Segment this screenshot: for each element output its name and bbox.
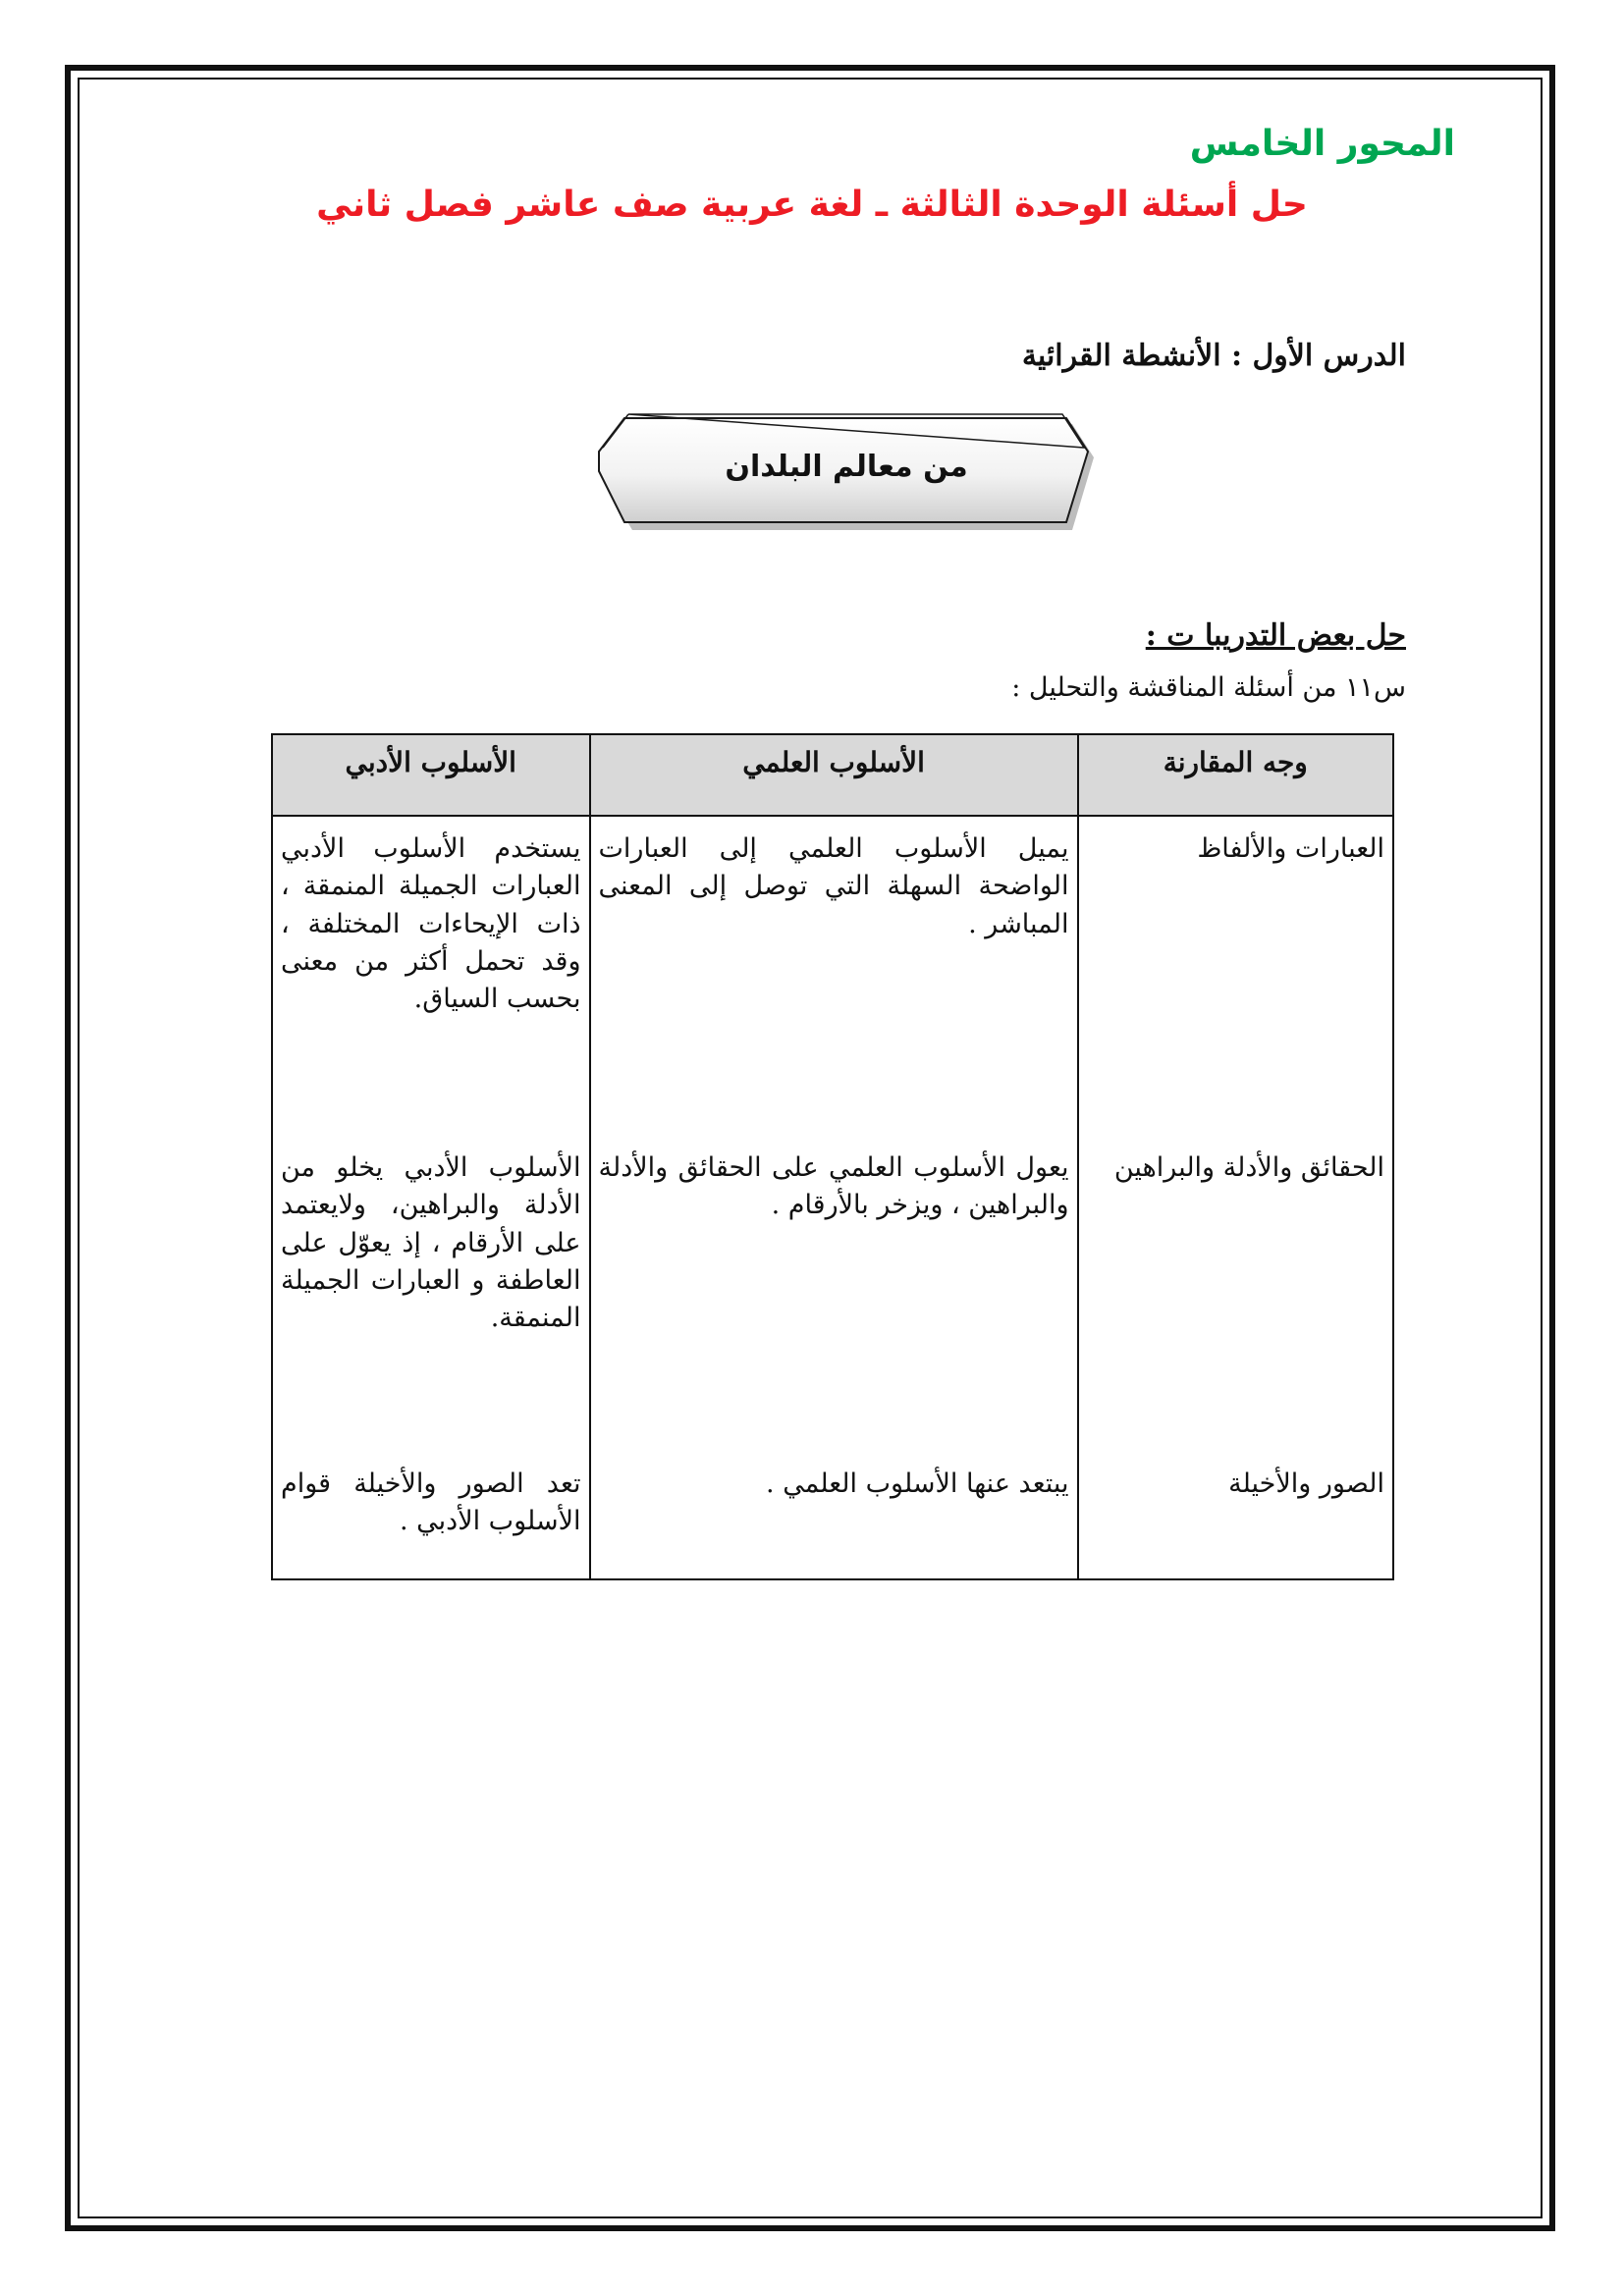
exercises-heading-text: حل بعض التدريبا ت :: [1145, 618, 1406, 653]
cell-scientific: يبتعد عنها الأسلوب العلمي .: [590, 1452, 1078, 1579]
cell-literary: الأسلوب الأدبي يخلو من الأدلة والبراهين، ولايعتمد على الأرقام ، إذ يعوّل على العاطفة و العبارات الجميلة المنمقة.: [272, 1136, 590, 1452]
cell-scientific: يعول الأسلوب العلمي على الحقائق والأدلة والبراهين ، ويزخر بالأرقام .: [590, 1136, 1078, 1452]
table-row: [272, 1136, 1393, 1452]
cell-aspect: العبارات والألفاظ: [1078, 816, 1393, 1136]
header-literary: الأسلوب الأدبي: [272, 734, 590, 816]
cell-aspect: الحقائق والأدلة والبراهين: [1078, 1136, 1393, 1452]
header-aspect: وجه المقارنة: [1078, 734, 1393, 816]
lesson-heading: الدرس الأول : الأنشطة القرائية: [1021, 339, 1406, 373]
table-header-row: [272, 734, 1393, 816]
cell-literary: تعد الصور والأخيلة قوام الأسلوب الأدبي .: [272, 1452, 590, 1579]
cell-literary: يستخدم الأسلوب الأدبي العبارات الجميلة المنمقة ، ذات الإيحاءات المختلفة ، وقد تحمل أكثر من معنى بحسب السياق.: [272, 816, 590, 1136]
cell-scientific: يميل الأسلوب العلمي إلى العبارات الواضحة السهلة التي توصل إلى المعنى المباشر .: [590, 816, 1078, 1136]
lesson-banner: [597, 400, 1096, 544]
axis-title: المحور الخامس: [1189, 124, 1455, 164]
table-row: [272, 1452, 1393, 1579]
main-title: حل أسئلة الوحدة الثالثة ـ لغة عربية صف عاشر فصل ثاني: [316, 185, 1308, 225]
question-line: س١١ من أسئلة المناقشة والتحليل :: [1011, 672, 1406, 703]
comparison-table: [271, 733, 1394, 1580]
banner-title: من معالم البلدان: [725, 450, 968, 484]
header-scientific: الأسلوب العلمي: [590, 734, 1078, 816]
cell-aspect: الصور والأخيلة: [1078, 1452, 1393, 1579]
exercises-heading: [1146, 618, 1406, 653]
table-row: [272, 816, 1393, 1136]
